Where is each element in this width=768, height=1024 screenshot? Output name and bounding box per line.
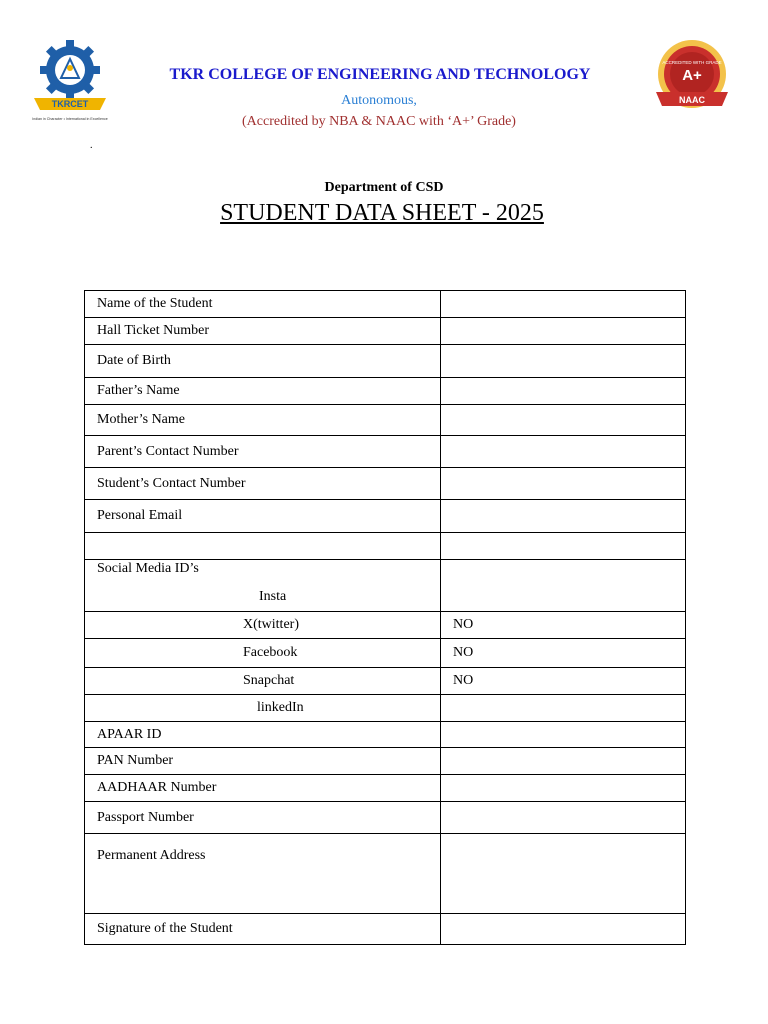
department-label: Department of CSD	[324, 180, 444, 195]
table-row	[85, 468, 686, 500]
table-row	[85, 436, 686, 468]
row-label: Personal Email	[85, 500, 441, 533]
table-row	[85, 668, 686, 695]
row-value-field[interactable]	[440, 291, 685, 318]
table-row	[85, 500, 686, 533]
row-label: Passport Number	[85, 802, 441, 834]
table-row	[85, 802, 686, 834]
table-row	[85, 345, 686, 378]
row-label: Snapchat	[85, 668, 441, 695]
row-value-field[interactable]	[440, 914, 685, 945]
row-value-field[interactable]	[440, 748, 685, 775]
table-row	[85, 775, 686, 802]
svg-text:A+: A+	[682, 67, 702, 84]
row-value-field[interactable]	[440, 318, 685, 345]
row-value-field[interactable]	[440, 500, 685, 533]
svg-text:TKRCET: TKRCET	[51, 99, 89, 109]
row-label: PAN Number	[85, 748, 441, 775]
row-label: Student’s Contact Number	[85, 468, 441, 500]
table-row	[85, 695, 686, 722]
svg-text:Indian in Character • Internat: Indian in Character • International in Excellence	[32, 117, 108, 121]
row-value-field[interactable]	[440, 775, 685, 802]
table-row	[85, 639, 686, 668]
student-data-table	[84, 290, 686, 945]
table-row	[85, 378, 686, 405]
row-label: Permanent Address	[85, 834, 441, 914]
row-label: APAAR ID	[85, 722, 441, 748]
table-row	[85, 914, 686, 945]
row-value-field[interactable]	[440, 468, 685, 500]
table-row	[85, 560, 686, 612]
naac-badge	[648, 34, 736, 124]
table-row	[85, 722, 686, 748]
row-label: Facebook	[85, 639, 441, 668]
row-value-field[interactable]	[440, 436, 685, 468]
row-label: AADHAAR Number	[85, 775, 441, 802]
college-name: TKR COLLEGE OF ENGINEERING AND TECHNOLOGY	[169, 66, 591, 83]
row-value-field[interactable]	[440, 695, 685, 722]
table-row	[85, 405, 686, 436]
row-value-field[interactable]	[440, 560, 685, 612]
row-value-field[interactable]	[440, 834, 685, 914]
row-sublabel: Insta	[259, 589, 287, 604]
row-label: X(twitter)	[85, 612, 441, 639]
svg-text:ACCREDITED WITH GRADE: ACCREDITED WITH GRADE	[662, 60, 722, 65]
social-media-label-cell	[85, 560, 441, 612]
row-value-field[interactable]	[440, 345, 685, 378]
table-row	[85, 834, 686, 914]
row-label: Signature of the Student	[85, 914, 441, 945]
stray-mark: .	[90, 140, 93, 151]
row-label: Father’s Name	[85, 378, 441, 405]
row-value-field[interactable]	[440, 405, 685, 436]
row-label	[85, 533, 441, 560]
autonomous-label: Autonomous,	[341, 93, 417, 108]
row-value-field[interactable]	[440, 722, 685, 748]
row-value-field[interactable]	[440, 802, 685, 834]
table-row	[85, 318, 686, 345]
row-label: linkedIn	[85, 695, 441, 722]
row-label: Hall Ticket Number	[85, 318, 441, 345]
row-label: Social Media ID’s	[97, 561, 199, 576]
row-value-field[interactable]: NO	[440, 612, 685, 639]
row-value-field[interactable]: NO	[440, 668, 685, 695]
row-label: Mother’s Name	[85, 405, 441, 436]
row-label: Name of the Student	[85, 291, 441, 318]
table-row	[85, 748, 686, 775]
sheet-title: STUDENT DATA SHEET - 2025	[220, 200, 544, 226]
row-value-field[interactable]	[440, 533, 685, 560]
table-row	[85, 612, 686, 639]
table-row	[85, 291, 686, 318]
accreditation-line: (Accredited by NBA & NAAC with ‘A+’ Grade)	[242, 114, 516, 129]
row-label: Date of Birth	[85, 345, 441, 378]
row-value-field[interactable]: NO	[440, 639, 685, 668]
row-value-field[interactable]	[440, 378, 685, 405]
row-label: Parent’s Contact Number	[85, 436, 441, 468]
table-row	[85, 533, 686, 560]
svg-text:NAAC: NAAC	[679, 95, 705, 105]
